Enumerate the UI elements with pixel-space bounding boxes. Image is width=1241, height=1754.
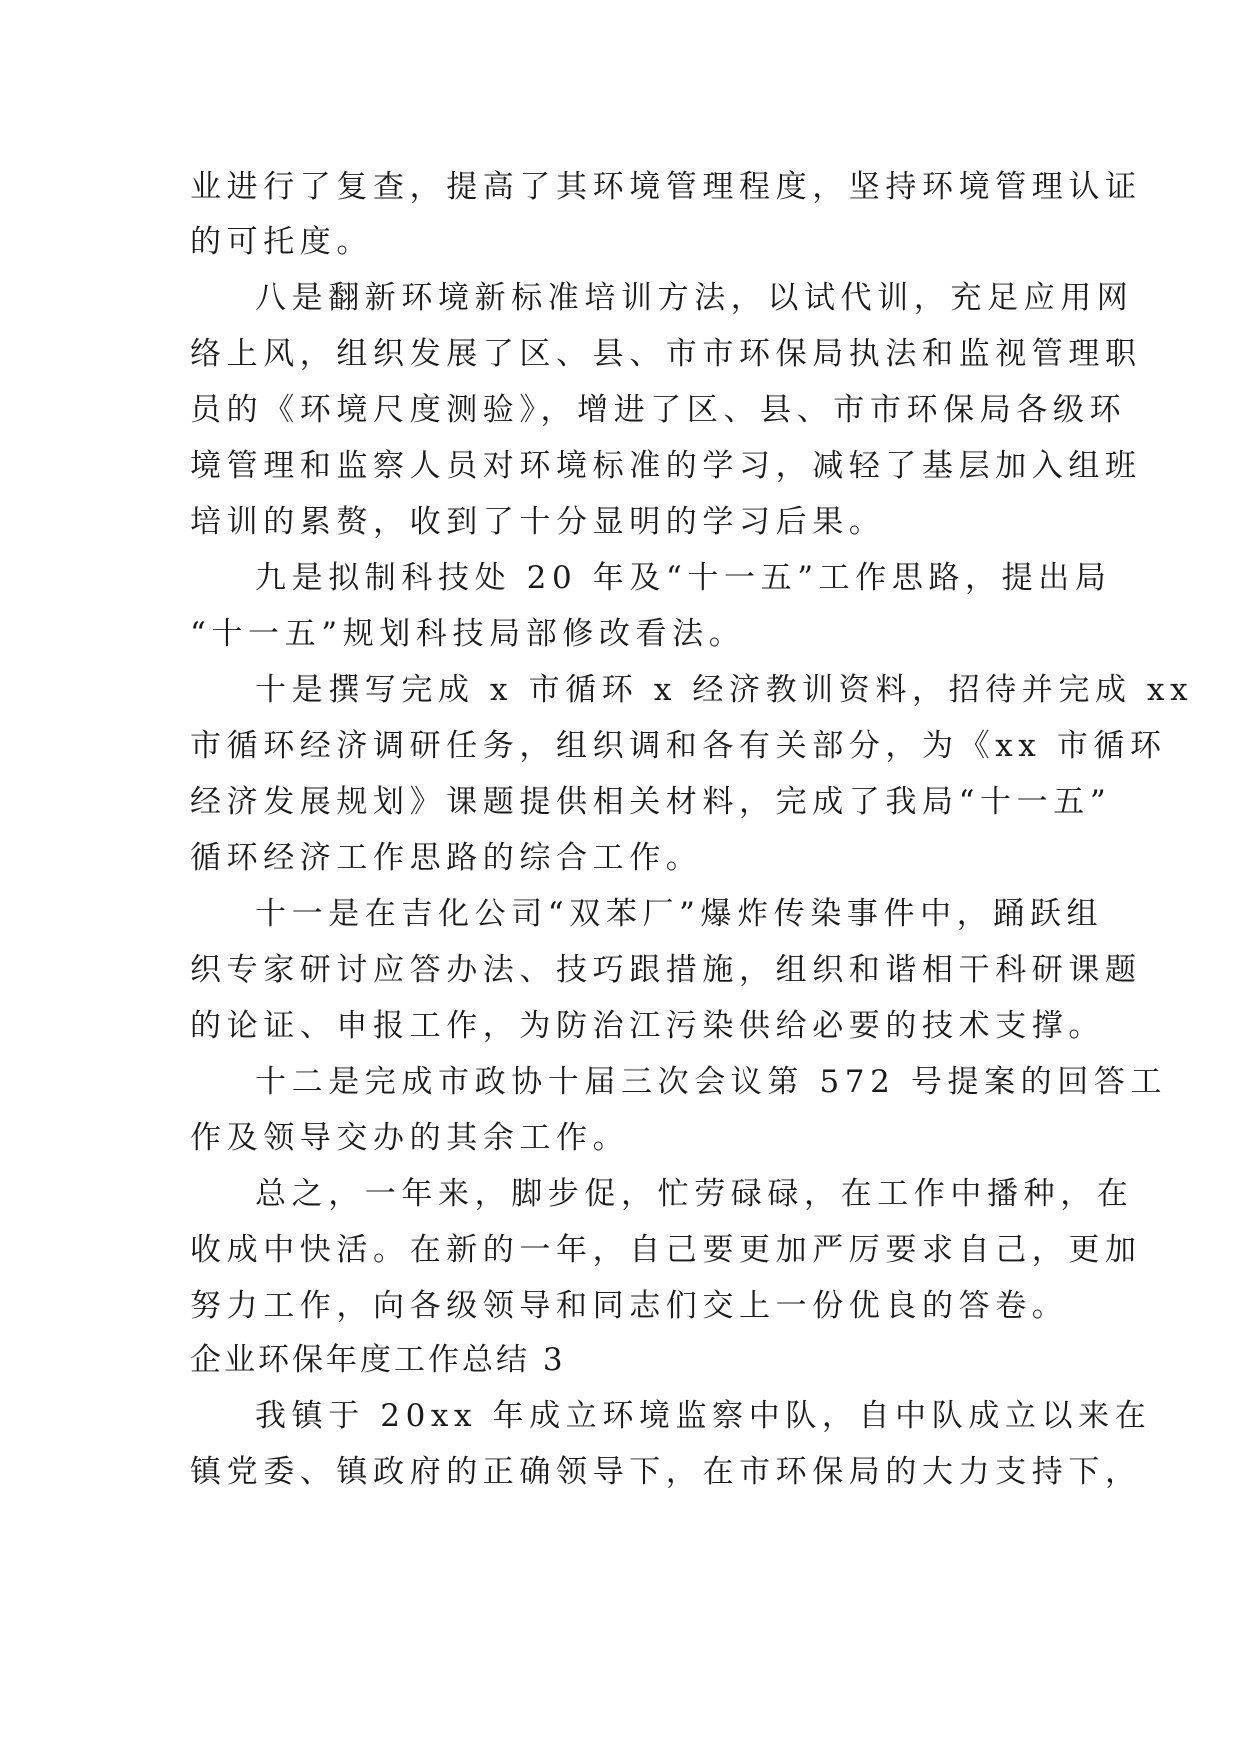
paragraph-start-line: 八是翻新环境新标准培训方法，以试代训，充足应用网	[255, 280, 1134, 316]
text-line: 作及领导交办的其余工作。	[190, 1120, 630, 1156]
text-line: 的论证、申报工作，为防治江污染供给必要的技术支撑。	[190, 1008, 1105, 1044]
text-line: 的可托度。	[190, 224, 373, 260]
text-line: 循环经济工作思路的综合工作。	[190, 840, 703, 876]
paragraph-start-line: 我镇于 20xx 年成立环境监察中队，自中队成立以来在	[255, 1398, 1152, 1434]
paragraph-start-line: 十一是在吉化公司“双苯厂”爆炸传染事件中，踊跃组	[255, 896, 1104, 932]
paragraph-start-line: 十是撰写完成 x 市循环 x 经济教训资料，招待并完成 xx	[255, 672, 1194, 708]
text-line: 境管理和监察人员对环境标准的学习，减轻了基层加入组班	[190, 448, 1142, 484]
section-heading: 企业环保年度工作总结 3	[190, 1342, 566, 1378]
text-line: 努力工作，向各级领导和同志们交上一份优良的答卷。	[190, 1288, 1069, 1324]
text-line: 镇党委、镇政府的正确领导下，在市环保局的大力支持下，	[190, 1454, 1142, 1490]
text-line: “十一五”规划科技局部修改看法。	[190, 616, 746, 652]
text-line: 经济发展规划》课题提供相关材料，完成了我局“十一五”	[190, 784, 1112, 820]
paragraph-start-line: 十二是完成市政协十届三次会议第 572 号提案的回答工	[255, 1064, 1168, 1100]
text-line: 员的《环境尺度测验》，增进了区、县、市市环保局各级环	[190, 392, 1127, 428]
paragraph-start-line: 总之，一年来，脚步促，忙劳碌碌，在工作中播种，在	[255, 1176, 1134, 1212]
text-line: 培训的累赘，收到了十分显明的学习后果。	[190, 504, 886, 540]
paragraph-start-line: 九是拟制科技处 20 年及“十一五”工作思路，提出局	[255, 560, 1112, 596]
text-line: 收成中快活。在新的一年，自己要更加严厉要求自己，更加	[190, 1232, 1142, 1268]
text-line: 业进行了复查，提高了其环境管理程度，坚持环境管理认证	[190, 169, 1142, 205]
text-line: 络上风，组织发展了区、县、市市环保局执法和监视管理职	[190, 336, 1142, 372]
text-line: 织专家研讨应答办法、技巧跟措施，组织和谐相干科研课题	[190, 952, 1142, 988]
text-line: 市循环经济调研任务，组织调和各有关部分，为《xx 市循环	[190, 728, 1167, 764]
